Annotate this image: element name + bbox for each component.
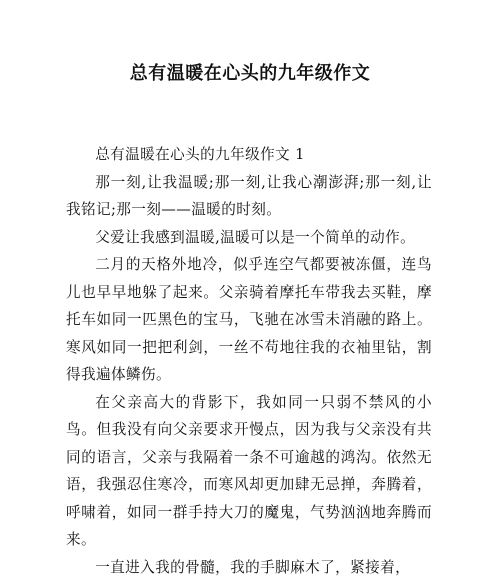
paragraph: 一直进入我的骨髓，我的手脚麻木了，紧接着， bbox=[66, 554, 432, 581]
paragraph: 父爱让我感到温暖,温暖可以是一个简单的动作。 bbox=[66, 224, 432, 252]
paragraph: 二月的天格外地冷，似乎连空气都要被冻僵，连鸟儿也早早地躲了起来。父亲骑着摩托车带我去买鞋，摩托车如同一匹黑色的宝马，飞驰在冰雪未消融的路上。寒风如同一把把利剑，一丝不苟地往我的衣袖里钻，割得我遍体鳞伤。 bbox=[66, 251, 432, 389]
paragraph: 在父亲高大的背影下，我如同一只弱不禁风的小鸟。但我没有向父亲要求开慢点，因为我与父亲没有共同的语言，父亲与我隔着一条不可逾越的鸿沟。依然无语，我强忍住寒冷，而寒风却更加肆无忌掸，奔腾着，呼啸着，如同一群手持大刀的魔鬼，气势汹汹地奔腾而来。 bbox=[66, 389, 432, 554]
document-title: 总有温暖在心头的九年级作文 bbox=[0, 62, 500, 86]
paragraph: 那一刻,让我温暖;那一刻,让我心潮澎湃;那一刻,让我铭记;那一刻——温暖的时刻。 bbox=[66, 169, 432, 224]
document-body bbox=[66, 141, 432, 581]
paragraph-heading: 总有温暖在心头的九年级作文 1 bbox=[66, 141, 432, 169]
